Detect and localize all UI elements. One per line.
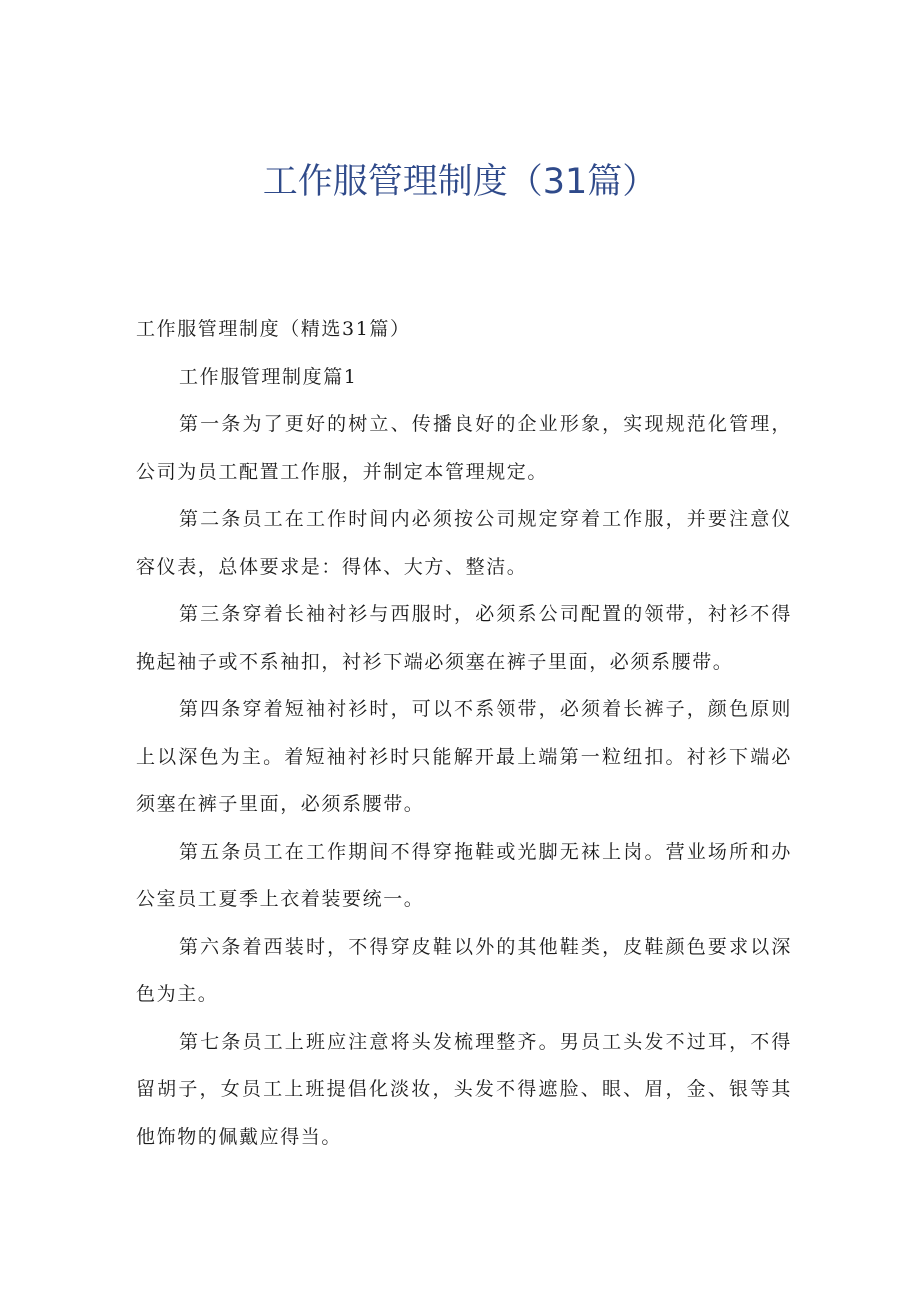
document-subtitle: 工作服管理制度（精选31篇） [136,318,411,340]
document-title: 工作服管理制度（31篇） [262,162,658,202]
paragraph-article-2: 第二条员工在工作时间内必须按公司规定穿着工作服，并要注意仪容仪表，总体要求是：得体、大方、整洁。 [136,508,792,578]
section-heading: 工作服管理制度篇1 [179,365,358,388]
paragraph-article-1: 第一条为了更好的树立、传播良好的企业形象，实现规范化管理，公司为员工配置工作服，并制定本管理规定。 [136,413,792,483]
paragraph-article-3: 第三条穿着长袖衬衫与西服时，必须系公司配置的领带，衬衫不得挽起袖子或不系袖扣，衬衫下端必须塞在裤子里面，必须系腰带。 [136,603,792,673]
paragraph-article-5: 第五条员工在工作期间不得穿拖鞋或光脚无袜上岗。营业场所和办公室员工夏季上衣着装要统一。 [136,840,792,910]
document-body [136,306,792,1161]
paragraph-article-7: 第七条员工上班应注意将头发梳理整齐。男员工头发不过耳，不得留胡子，女员工上班提倡化淡妆，头发不得遮脸、眼、眉，金、银等其他饰物的佩戴应得当。 [136,1030,792,1148]
paragraph-article-4: 第四条穿着短袖衬衫时，可以不系领带，必须着长裤子，颜色原则上以深色为主。着短袖衬衫时只能解开最上端第一粒纽扣。衬衫下端必须塞在裤子里面，必须系腰带。 [136,698,792,815]
paragraph-article-6: 第六条着西装时，不得穿皮鞋以外的其他鞋类，皮鞋颜色要求以深色为主。 [136,935,792,1005]
